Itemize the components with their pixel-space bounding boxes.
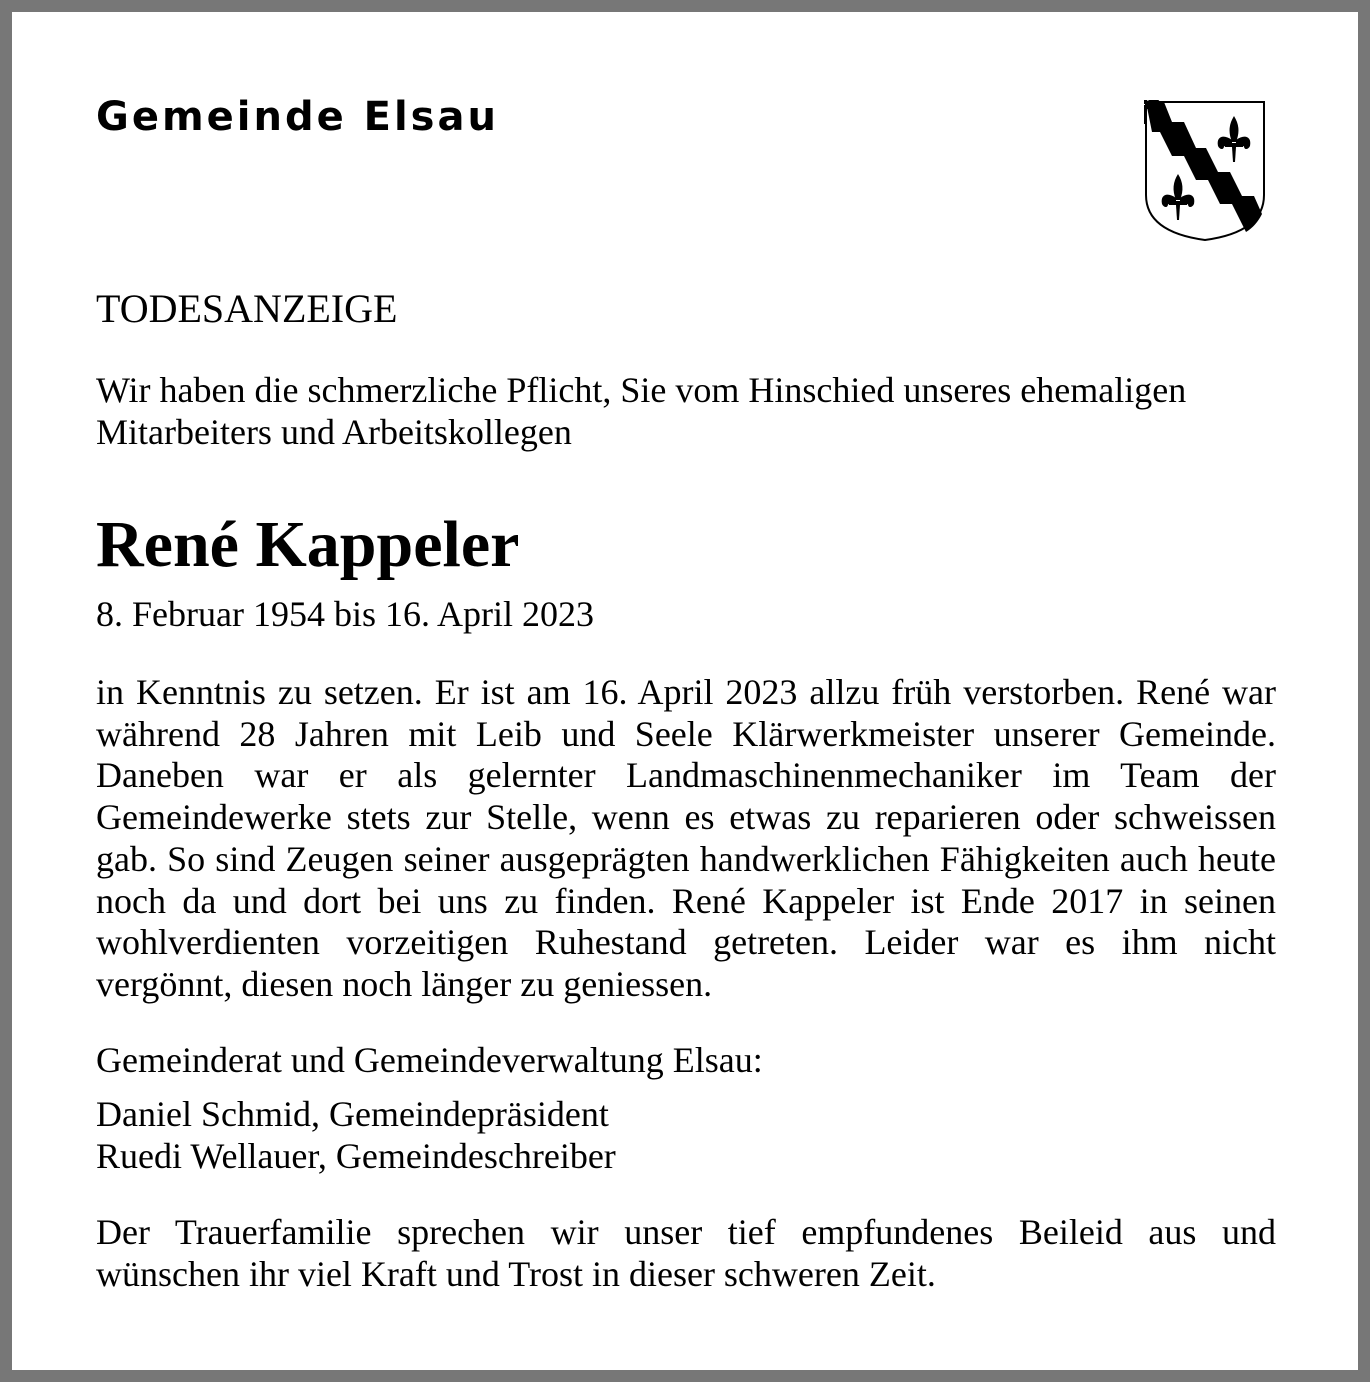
intro-text [96,369,1276,453]
signatory: Ruedi Wellauer, Gemeindeschreiber [96,1136,616,1176]
obituary-page [12,12,1358,1370]
signatories [96,1093,1276,1177]
notice-heading: TODESANZEIGE [96,286,398,331]
body-text: in Kenntnis zu setzen. Er ist am 16. April 2023 allzu früh verstorben. René war während 28 Jahren mit Leib und Seele Klärwerkmeister unserer Gemeinde. Daneben war er als gelernter Landmaschinenmechaniker im Team der Gemeindewerke stets zur Stelle, wenn es etwas zu reparieren oder schweissen gab. So sind Zeugen seiner ausgeprägten handwerklichen Fähigkeiten auch heute noch da und dort bei uns zu finden. René Kappeler ist Ende 2017 in seinen wohlverdienten vorzeitigen Ruhestand getreten. Leider war es ihm nicht vergönnt, diesen noch länger zu geniessen. [96,672,1276,1004]
intro-line: Mitarbeiters und Arbeitskollegen [96,412,572,452]
signoff-heading: Gemeinderat und Gemeindeverwaltung Elsau: [96,1040,763,1080]
signatory: Daniel Schmid, Gemeindepräsident [96,1094,609,1134]
intro-line: Wir haben die schmerzliche Pflicht, Sie vom Hinschied unseres ehemaligen [96,370,1187,410]
deceased-name: René Kappeler [96,508,520,581]
condolence-text: Der Trauerfamilie sprechen wir unser tief empfundenes Beileid aus und wünschen ihr viel Kraft und Trost in dieser schweren Zeit. [96,1212,1276,1294]
life-dates: 8. Februar 1954 bis 16. April 2023 [96,594,594,634]
municipality-title: Gemeinde Elsau [96,94,499,140]
coat-of-arms-icon [1144,100,1266,242]
